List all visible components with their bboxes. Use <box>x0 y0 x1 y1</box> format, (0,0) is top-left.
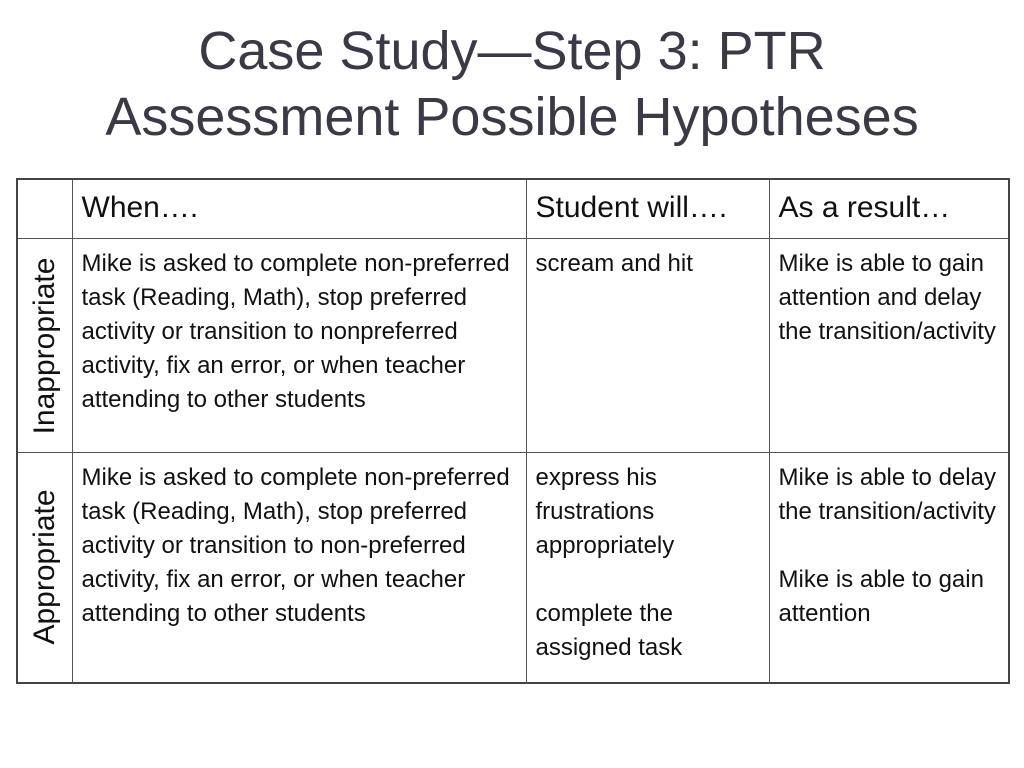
cell-result-inappropriate <box>769 239 1009 453</box>
student-behavior: complete the assigned task <box>535 600 683 661</box>
cell-student-inappropriate <box>526 239 769 453</box>
page-title <box>0 18 1024 150</box>
row-label-cell <box>17 453 72 683</box>
result-text: Mike is able to gain attention <box>778 566 984 627</box>
row-label-appropriate: Appropriate <box>27 489 61 645</box>
result-text: Mike is able to delay the transition/activity <box>778 464 996 525</box>
table-row-appropriate <box>17 453 1009 683</box>
student-behavior: express his frustrations appropriately <box>535 464 675 559</box>
table-row-inappropriate <box>17 239 1009 453</box>
spacer <box>779 529 1001 563</box>
cell-when-appropriate: Mike is asked to complete non-preferred task (Reading, Math), stop preferred activity or transition to non-preferred activity, fix an error, or when teacher attending to other students <box>72 453 526 683</box>
row-label-cell <box>17 239 72 453</box>
cell-result-appropriate <box>769 453 1009 683</box>
cell-when-inappropriate: Mike is asked to complete non-preferred task (Reading, Math), stop preferred activity or transition to nonpreferred activity, fix an error, or when teacher attending to other students <box>72 239 526 453</box>
cell-student-appropriate <box>526 453 769 683</box>
hypotheses-table <box>16 178 1010 684</box>
student-behavior: scream and hit <box>535 250 693 277</box>
title-line-2: Assessment Possible Hypotheses <box>105 87 919 147</box>
title-line-1: Case Study—Step 3: PTR <box>198 21 826 81</box>
result-text: Mike is able to gain attention and delay the transition/activity <box>778 250 996 345</box>
spacer <box>536 563 761 597</box>
table-header-row <box>17 179 1009 239</box>
header-when: When…. <box>72 179 526 239</box>
header-student-will: Student will…. <box>526 179 769 239</box>
row-label-inappropriate: Inappropriate <box>27 257 61 434</box>
corner-cell <box>17 179 72 239</box>
header-as-a-result: As a result… <box>769 179 1009 239</box>
